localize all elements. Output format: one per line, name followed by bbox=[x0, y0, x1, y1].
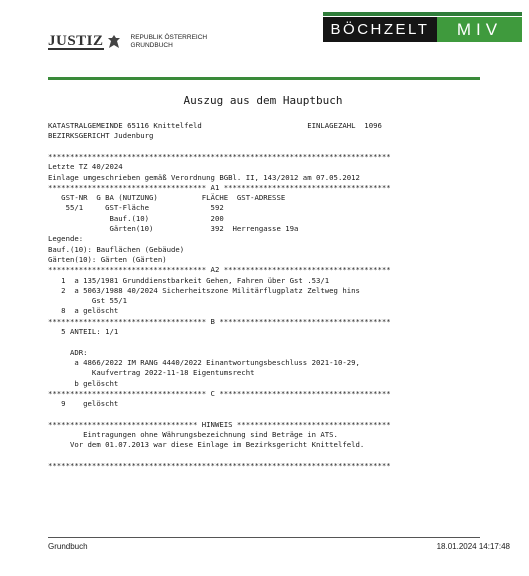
document-line: a 4866/2022 IM RANG 4440/2022 Einantwortungsbeschluss 2021-10-29, bbox=[48, 357, 360, 367]
document-line: ADR: bbox=[48, 347, 88, 357]
document-line: ************************************ C *************************************** bbox=[48, 388, 391, 398]
justiz-line-1: REPUBLIK ÖSTERREICH bbox=[130, 34, 208, 41]
document-line: ****************************************************************************** bbox=[48, 151, 391, 161]
document-line: Einlage umgeschrieben gemäß Verordnung BGBl. II, 143/2012 am 07.05.2012 bbox=[48, 172, 360, 182]
document-line: 1 a 135/1981 Grunddienstbarkeit Gehen, Fahren über Gst .53/1 bbox=[48, 275, 330, 285]
document-line: 5 ANTEIL: 1/1 bbox=[48, 327, 119, 336]
eagle-icon bbox=[107, 34, 121, 50]
document-line: Gärten(10): Gärten (Gärten) bbox=[48, 254, 167, 264]
document-line: GST-NR G BA (NUTZUNG) FLÄCHE GST-ADRESSE bbox=[48, 193, 286, 203]
footer-divider bbox=[48, 537, 480, 538]
footer-label: Grundbuch bbox=[48, 542, 88, 551]
footer-timestamp: 18.01.2024 14:17:48 bbox=[436, 542, 510, 551]
document-line: ************************************ A2 ************************************** bbox=[48, 265, 391, 275]
page-title: Auszug aus dem Hauptbuch bbox=[183, 94, 343, 107]
document-line: Vor dem 01.07.2013 war diese Einlage im Bezirksgericht Knittelfeld. bbox=[48, 440, 365, 450]
document-line: Bauf.(10): Bauflächen (Gebäude) bbox=[48, 244, 185, 254]
brand-logo bbox=[323, 12, 522, 42]
document-line: Bauf.(10) 200 bbox=[48, 213, 224, 223]
document-line: Gärten(10) 392 Herrengasse 19a bbox=[48, 224, 299, 233]
justiz-logo: JUSTIZ bbox=[48, 33, 104, 49]
brand-bar bbox=[323, 12, 522, 16]
document-line: 8 a gelöscht bbox=[48, 306, 119, 316]
brand-name: BÖCHZELT bbox=[323, 17, 437, 42]
document-line: Legende: bbox=[48, 234, 84, 244]
document-line: b gelöscht bbox=[48, 378, 119, 388]
document-line: ************************************ A1 ************************************** bbox=[48, 182, 391, 192]
document-line: Eintragungen ohne Währungsbezeichnung sind Beträge in ATS. bbox=[48, 430, 338, 439]
justiz-line-2: GRUNDBUCH bbox=[130, 42, 173, 49]
document-line: Letzte TZ 40/2024 bbox=[48, 162, 123, 172]
justiz-logo-block bbox=[48, 34, 207, 50]
document-line: 2 a 5063/1988 40/2024 Sicherheitszone Militärflugplatz Zeltweg hins bbox=[48, 285, 360, 295]
document-line: ********************************** HINWEIS *********************************** bbox=[48, 419, 391, 429]
document-line: Gst 55/1 bbox=[48, 296, 128, 306]
document-header bbox=[0, 0, 529, 80]
justiz-caption bbox=[131, 34, 208, 50]
document-line: KATASTRALGEMEINDE 65116 Knittelfeld EINLAGEZAHL 1096 bbox=[48, 121, 382, 130]
document-line: 9 gelöscht bbox=[48, 399, 119, 409]
document-line: BEZIRKSGERICHT Judenburg bbox=[48, 131, 154, 141]
document-line: Kaufvertrag 2022-11-18 Eigentumsrecht bbox=[48, 368, 255, 378]
header-divider bbox=[48, 77, 480, 80]
document-line: ****************************************************************************** bbox=[48, 460, 391, 470]
document-line: ************************************ B *************************************** bbox=[48, 316, 391, 326]
brand-suffix: MIV bbox=[437, 17, 522, 42]
document-line: 55/1 GST-Fläche 592 bbox=[48, 203, 224, 213]
